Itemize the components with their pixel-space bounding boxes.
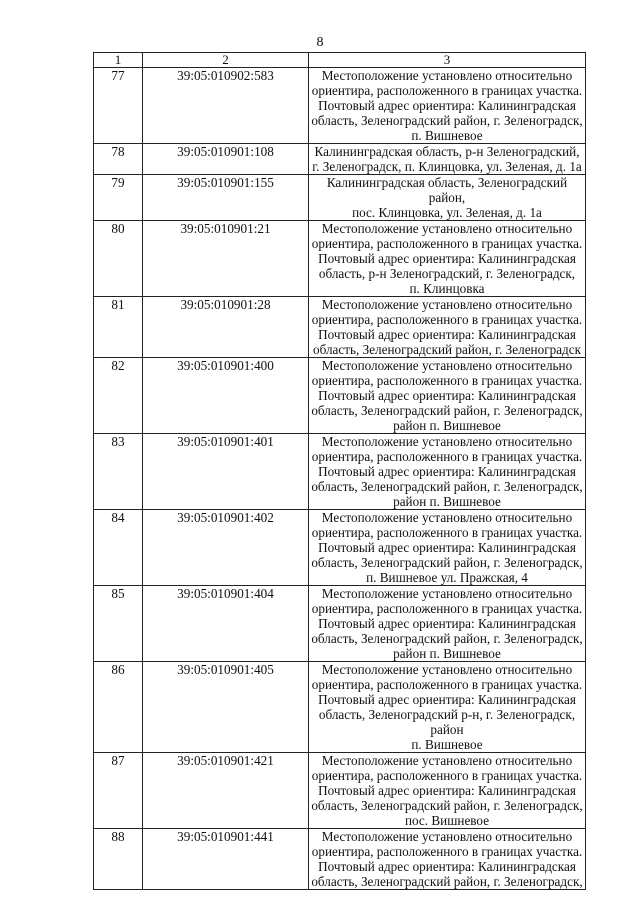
table-row [94, 144, 586, 175]
cadastral-number: 39:05:010901:405 [143, 662, 309, 753]
header-col-1: 1 [94, 53, 143, 68]
parcel-address: Местоположение установлено относительно ориентира, расположенного в границах участка. Почтовый адрес ориентира: Калининградская область, Зеленоградский район, г. Зеленоградск, п. Вишневое [309, 68, 586, 144]
parcel-address: Местоположение установлено относительно ориентира, расположенного в границах участка. Почтовый адрес ориентира: Калининградская область, Зеленоградский район, г. Зеленоградск [309, 297, 586, 358]
cadastral-number: 39:05:010901:401 [143, 434, 309, 510]
row-number: 84 [94, 510, 143, 586]
row-number: 87 [94, 753, 143, 829]
parcel-address: Местоположение установлено относительно ориентира, расположенного в границах участка. Почтовый адрес ориентира: Калининградская область, Зеленоградский район, г. Зеленоградск, район п. Вишневое [309, 358, 586, 434]
row-number: 88 [94, 829, 143, 890]
cadastral-number: 39:05:010901:400 [143, 358, 309, 434]
table-row [94, 829, 586, 890]
table-row [94, 662, 586, 753]
table-row [94, 297, 586, 358]
row-number: 86 [94, 662, 143, 753]
table-row [94, 221, 586, 297]
row-number: 79 [94, 175, 143, 221]
parcel-address: Местоположение установлено относительно ориентира, расположенного в границах участка. Почтовый адрес ориентира: Калининградская область, Зеленоградский район, г. Зеленоградск, район п. Вишневое [309, 586, 586, 662]
cadastral-number: 39:05:010901:155 [143, 175, 309, 221]
parcel-table [93, 52, 586, 890]
row-number: 85 [94, 586, 143, 662]
row-number: 77 [94, 68, 143, 144]
row-number: 82 [94, 358, 143, 434]
parcel-address: Местоположение установлено относительно ориентира, расположенного в границах участка. Почтовый адрес ориентира: Калининградская область, р-н Зеленоградский, г. Зеленоградск, п. Клинцовка [309, 221, 586, 297]
row-number: 83 [94, 434, 143, 510]
row-number: 78 [94, 144, 143, 175]
parcel-address: Местоположение установлено относительно ориентира, расположенного в границах участка. Почтовый адрес ориентира: Калининградская область, Зеленоградский район, г. Зеленоградск, п. Вишневое ул. Пражская, 4 [309, 510, 586, 586]
table-row [94, 434, 586, 510]
parcel-address: Местоположение установлено относительно ориентира, расположенного в границах участка. Почтовый адрес ориентира: Калининградская область, Зеленоградский р-н, г. Зеленоградск, район п. Вишневое [309, 662, 586, 753]
table-row [94, 586, 586, 662]
parcel-address: Калининградская область, р-н Зеленоградский, г. Зеленоградск, п. Клинцовка, ул. Зеленая, д. 1а [309, 144, 586, 175]
cadastral-number: 39:05:010901:421 [143, 753, 309, 829]
row-number: 81 [94, 297, 143, 358]
table-row [94, 175, 586, 221]
page-number: 8 [316, 35, 324, 50]
parcel-address: Местоположение установлено относительно ориентира, расположенного в границах участка. Почтовый адрес ориентира: Калининградская область, Зеленоградский район, г. Зеленоградск, пос. Вишневое [309, 753, 586, 829]
parcel-address: Местоположение установлено относительно ориентира, расположенного в границах участка. Почтовый адрес ориентира: Калининградская область, Зеленоградский район, г. Зеленоградск, [309, 829, 586, 890]
cadastral-number: 39:05:010901:108 [143, 144, 309, 175]
cadastral-number: 39:05:010901:28 [143, 297, 309, 358]
cadastral-number: 39:05:010902:583 [143, 68, 309, 144]
row-number: 80 [94, 221, 143, 297]
cadastral-number: 39:05:010901:404 [143, 586, 309, 662]
parcel-address: Калининградская область, Зеленоградский район, пос. Клинцовка, ул. Зеленая, д. 1а [309, 175, 586, 221]
cadastral-number: 39:05:010901:402 [143, 510, 309, 586]
header-col-2: 2 [143, 53, 309, 68]
table-row [94, 68, 586, 144]
table-row [94, 753, 586, 829]
parcel-address: Местоположение установлено относительно ориентира, расположенного в границах участка. Почтовый адрес ориентира: Калининградская область, Зеленоградский район, г. Зеленоградск, район п. Вишневое [309, 434, 586, 510]
header-col-3: 3 [309, 53, 586, 68]
table-row [94, 358, 586, 434]
table-header-row [94, 53, 586, 68]
table-row [94, 510, 586, 586]
cadastral-number: 39:05:010901:21 [143, 221, 309, 297]
cadastral-number: 39:05:010901:441 [143, 829, 309, 890]
